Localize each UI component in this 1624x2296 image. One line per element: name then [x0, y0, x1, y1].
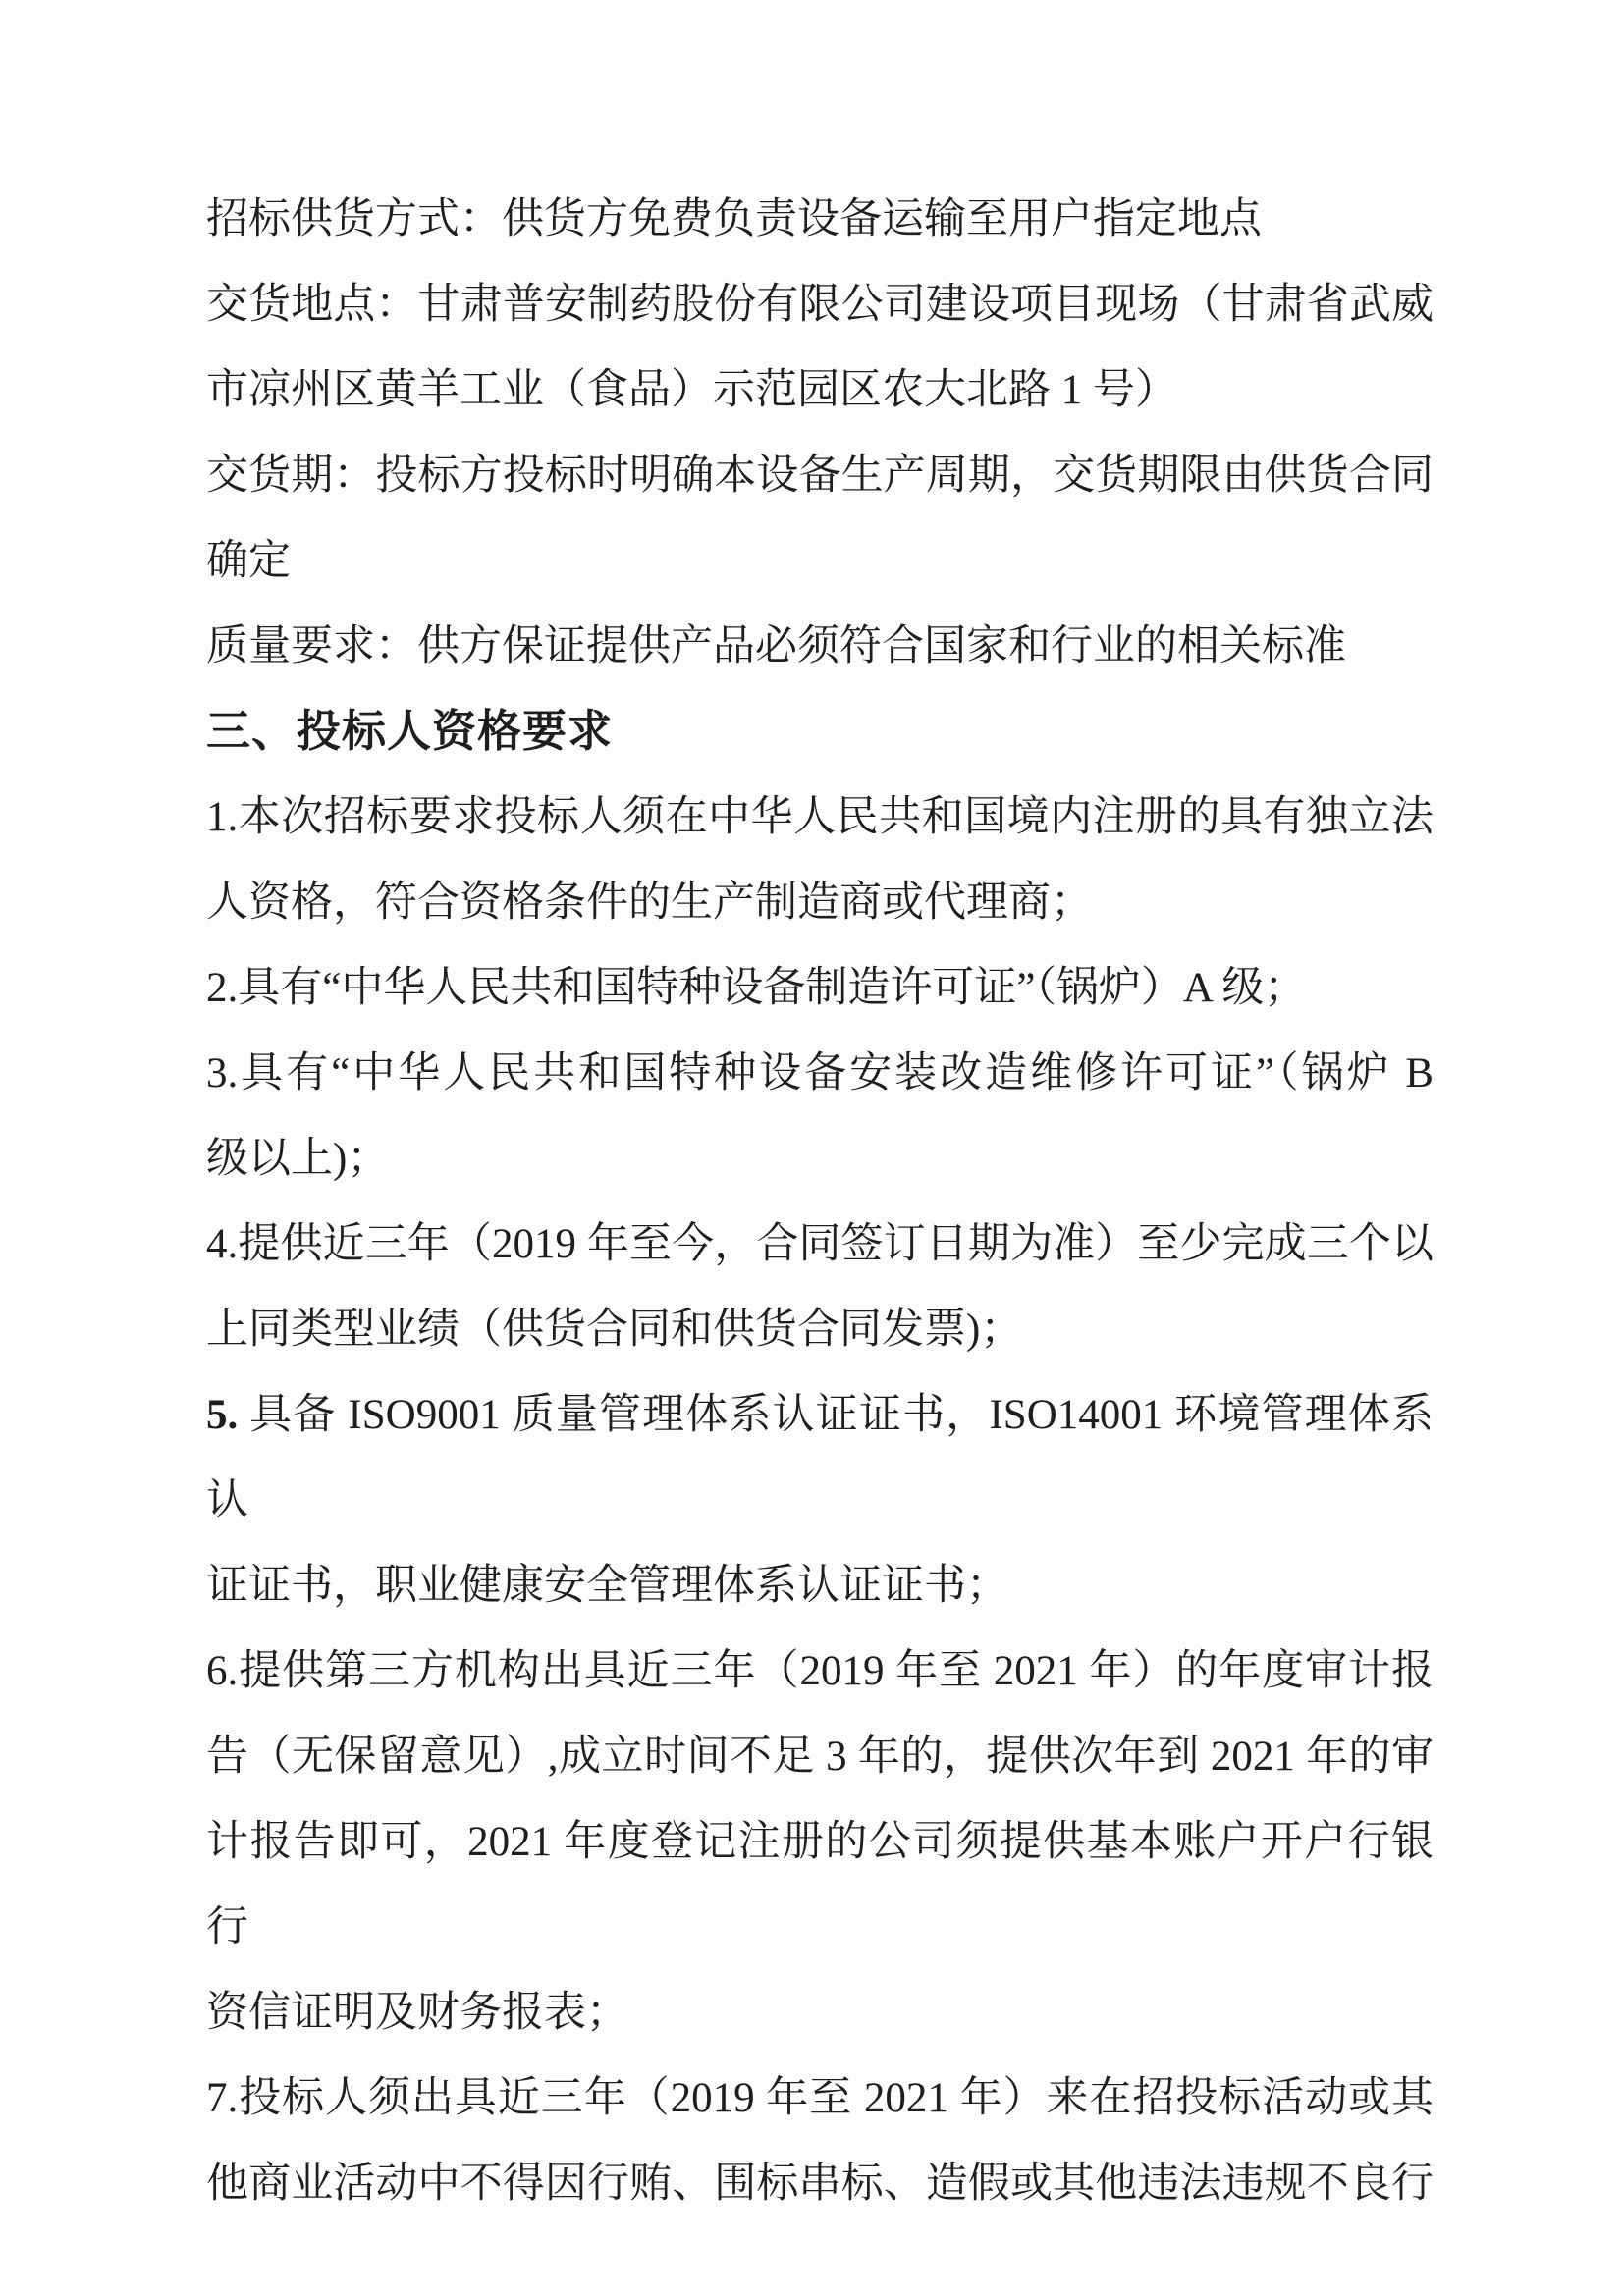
item-2: 2.具有“中华人民共和国特种设备制造许可证”（锅炉）A 级； [206, 965, 1307, 1011]
item-6-line-1: 6.提供第三方机构出具近三年（2019 年至 2021 年）的年度审计报 [206, 1648, 1434, 1694]
paragraph-delivery-place-2: 市凉州区黄羊工业（食品）示范园区农大北路 1 号） [206, 367, 1177, 413]
paragraph-delivery-term-1: 交货期：投标方投标时明确本设备生产周期，交货期限由供货合同 [206, 453, 1434, 499]
paragraph-delivery-place-1: 交货地点：甘肃普安制药股份有限公司建设项目现场（甘肃省武威 [206, 282, 1434, 328]
item-6-line-4: 资信证明及财务报表； [206, 1990, 628, 2036]
item-7-line-2: 他商业活动中不得因行贿、围标串标、造假或其他违法违规不良行 [206, 2161, 1434, 2207]
item-3-line-1: 3.具有“中华人民共和国特种设备安装改造维修许可证”（锅炉 B [206, 1050, 1434, 1096]
paragraph-supply-method: 招标供货方式：供货方免费负责设备运输至用户指定地点 [206, 196, 1262, 242]
item-4-line-2: 上同类型业绩（供货合同和供货合同发票)； [206, 1307, 1023, 1353]
item-4-line-1: 4.提供近三年（2019 年至今，合同签订日期为准）至少完成三个以 [206, 1221, 1434, 1267]
item-5-number: 5. [206, 1392, 239, 1438]
item-1-line-1: 1.本次招标要求投标人须在中华人民共和国境内注册的具有独立法 [206, 794, 1434, 840]
item-3-line-2: 级以上)； [206, 1136, 390, 1182]
document-text-block [206, 177, 1434, 2226]
item-7-line-1: 7.投标人须出具近三年（2019 年至 2021 年）来在招投标活动或其 [206, 2075, 1434, 2121]
section-heading: 三、投标人资格要求 [206, 707, 614, 756]
item-5-line-2: 证证书，职业健康安全管理体系认证证书； [206, 1563, 1008, 1609]
item-5-line-1 [206, 1372, 1434, 1543]
item-6-line-2: 告（无保留意见）,成立时间不足 3 年的，提供次年到 2021 年的审 [206, 1734, 1434, 1780]
item-6-line-3: 计报告即可，2021 年度登记注册的公司须提供基本账户开户行银行 [206, 1819, 1434, 1950]
paragraph-quality-req: 质量要求：供方保证提供产品必须符合国家和行业的相关标准 [206, 623, 1346, 669]
item-1-line-2: 人资格，符合资格条件的生产制造商或代理商； [206, 880, 1093, 926]
item-5-text: 具备 ISO9001 质量管理体系认证证书，ISO14001 环境管理体系认 [206, 1392, 1434, 1523]
paragraph-delivery-term-2: 确定 [206, 538, 291, 584]
